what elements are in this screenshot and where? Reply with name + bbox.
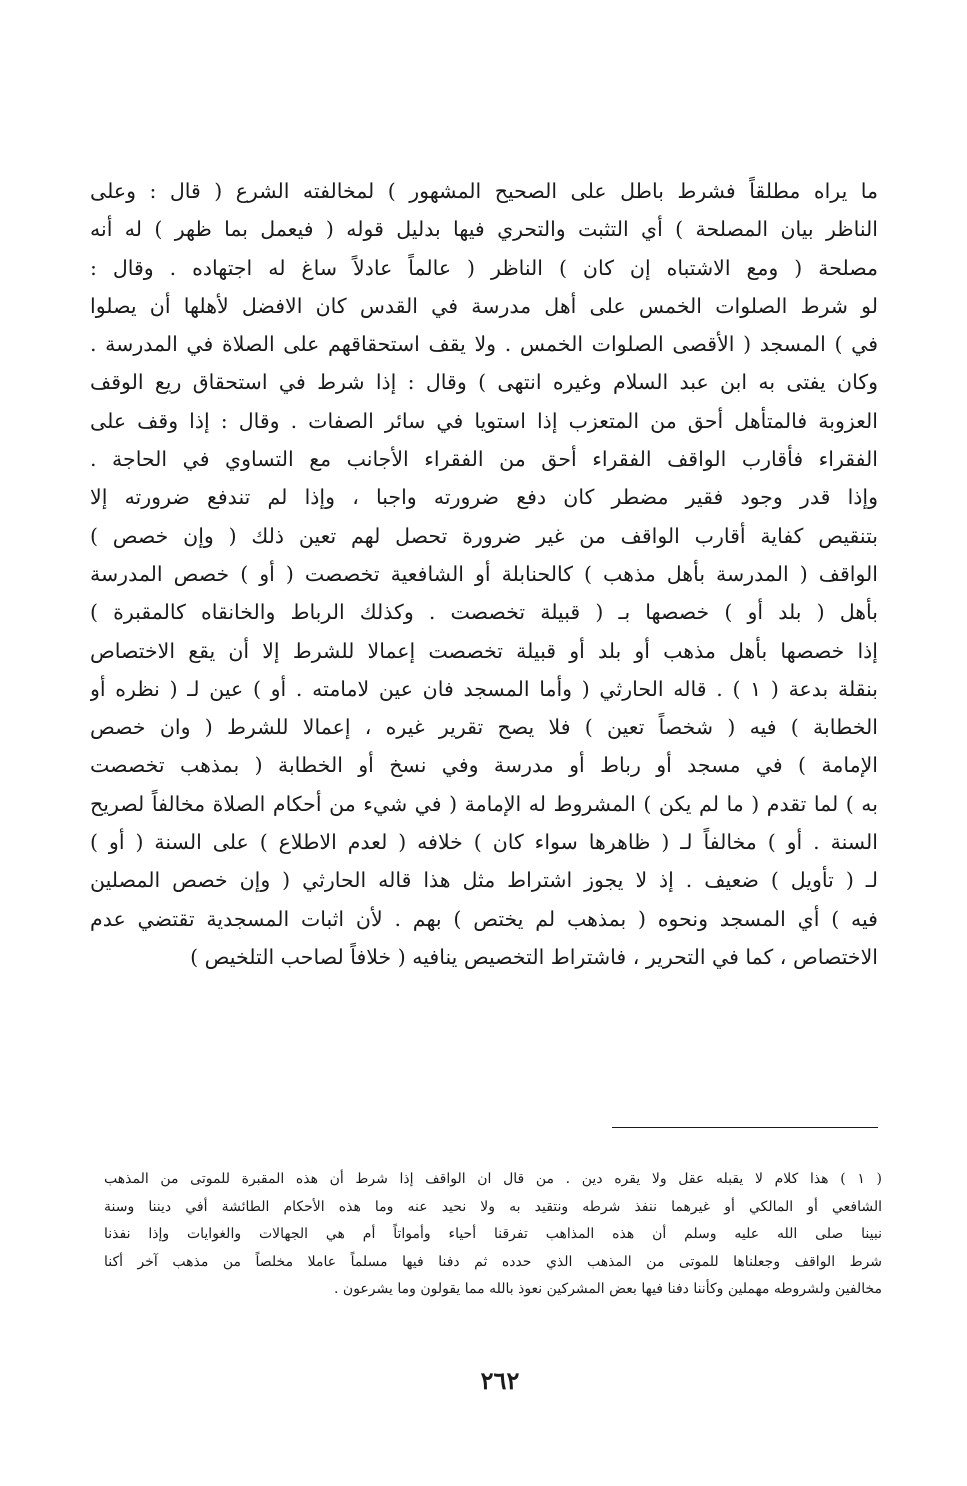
main-text-block <box>90 172 878 976</box>
main-text-line: العزوبة فالمتأهل أحق من المتعزب إذا استويا في سائر الصفات . وقال : إذا وقف على <box>90 408 878 433</box>
main-text-line: بنقلة بدعة ( ١ ) . قاله الحارثي ( وأما المسجد فان عين لامامته . أو ) عين لـ ( نظره أو <box>90 676 878 701</box>
main-text-line: الخطابة ) فيه ( شخصاً تعين ) فلا يصح تقرير غيره ، إعمالا للشرط ( وان خصص <box>90 715 878 740</box>
main-text-line: ما يراه مطلقاً فشرط باطل على الصحيح المشهور ) لمخالفته الشرع ( قال : وعلى <box>90 179 878 203</box>
footnote-line: شرط الواقف وجعلناها للموتى من المذهب الذي حدده ثم دفنا فيها مسلماً عاملا مخلصاً من مذهب آخر أكنا <box>104 1253 882 1270</box>
main-text-line: وكان يفتى به ابن عبد السلام وغيره انتهى ) وقال : إذا شرط في استحقاق ريع الوقف <box>90 370 878 395</box>
main-text-line: بأهل ( بلد أو ) خصصها بـ ( قبيلة تخصصت . وكذلك الرباط والخانقاه كالمقبرة ) <box>90 600 878 625</box>
main-text-line: لـ ( تأويل ) ضعيف . إذ لا يجوز اشتراط مثل هذا قاله الحارثي ( وإن خصص المصلين <box>90 868 878 893</box>
footnote-line: نبينا صلى الله عليه وسلم أن هذه المذاهب تفرقنا أحياء وأمواتاً أم هي الجهالات والغوايات وإذا نفذنا <box>104 1226 882 1243</box>
main-text-line: الاختصاص ، كما في التحرير ، فاشتراط التخصيص ينافيه ( خلافاً لصاحب التلخيص ) <box>190 944 878 969</box>
page-number: ٢٦٢ <box>480 1366 520 1395</box>
main-text-line: به ) لما تقدم ( ما لم يكن ) المشروط له الإمامة ( في شيء من أحكام الصلاة مخالفاً لصريح <box>90 791 878 816</box>
main-text-line: الواقف ( المدرسة بأهل مذهب ) كالحنابلة أو الشافعية تخصصت ( أو ) خصص المدرسة <box>90 561 878 586</box>
main-text-line: الإمامة ) في مسجد أو رباط أو مدرسة وفي نسخ أو الخطابة ( بمذهب تخصصت <box>90 753 878 778</box>
main-text-line: وإذا قدر وجود فقير مضطر كان دفع ضرورته واجبا ، وإذا لم تندفع ضرورته إلا <box>90 485 878 510</box>
main-text-line: بتنقيص كفاية أقارب الواقف من غير ضرورة تحصل لهم تعين ذلك ( وإن خصص ) <box>90 523 878 548</box>
main-text-line: لو شرط الصلوات الخمس على أهل مدرسة في القدس كان الافضل لأهلها أن يصلوا <box>90 293 878 318</box>
footnote-separator <box>612 1127 878 1128</box>
footnote-line: الشافعي أو المالكي أو غيرهما ننفذ شرطه ونتقيد به ولا نحيد عنه وما هذه الأحكام الطائشة أفي ديننا وسنة <box>104 1198 882 1215</box>
main-text-line: في ) المسجد ( الأقصى الصلوات الخمس . ولا يقف استحقاقهم على الصلاة في المدرسة . <box>90 332 878 357</box>
main-text-line: الفقراء فأقارب الواقف الفقراء أحق من الفقراء الأجانب مع التساوي في الحاجة . <box>90 447 878 472</box>
main-text-line: مصلحة ( ومع الاشتباه إن كان ) الناظر ( عالماً عادلاً ساغ له اجتهاده . وقال : <box>90 255 878 280</box>
main-text-line: السنة . أو ) مخالفاً لـ ( ظاهرها سواء كان ) خلافه ( لعدم الاطلاع ) على السنة ( أو ) <box>90 830 878 855</box>
footnote-block <box>104 1166 882 1304</box>
footnote-line: ( ١ ) هذا كلام لا يقبله عقل ولا يقره دين . من قال ان الواقف إذا شرط أن هذه المقبرة للموتى من المذهب <box>104 1171 882 1187</box>
footnote-line: مخالفين ولشروطه مهملين وكأننا دفنا فيها بعض المشركين نعوذ بالله مما يقولون وما يشرعون . <box>334 1281 882 1298</box>
main-text-line: فيه ) أي المسجد ونحوه ( بمذهب لم يختص ) بهم . لأن اثبات المسجدية تقتضي عدم <box>90 906 878 931</box>
main-text-line: الناظر بيان المصلحة ) أي التثبت والتحري فيها بدليل قوله ( فيعمل بما ظهر ) له أنه <box>90 217 878 242</box>
main-text-line: إذا خصصها بأهل مذهب أو بلد أو قبيلة تخصصت إعمالا للشرط إلا أن يقع الاختصاص <box>90 638 878 663</box>
